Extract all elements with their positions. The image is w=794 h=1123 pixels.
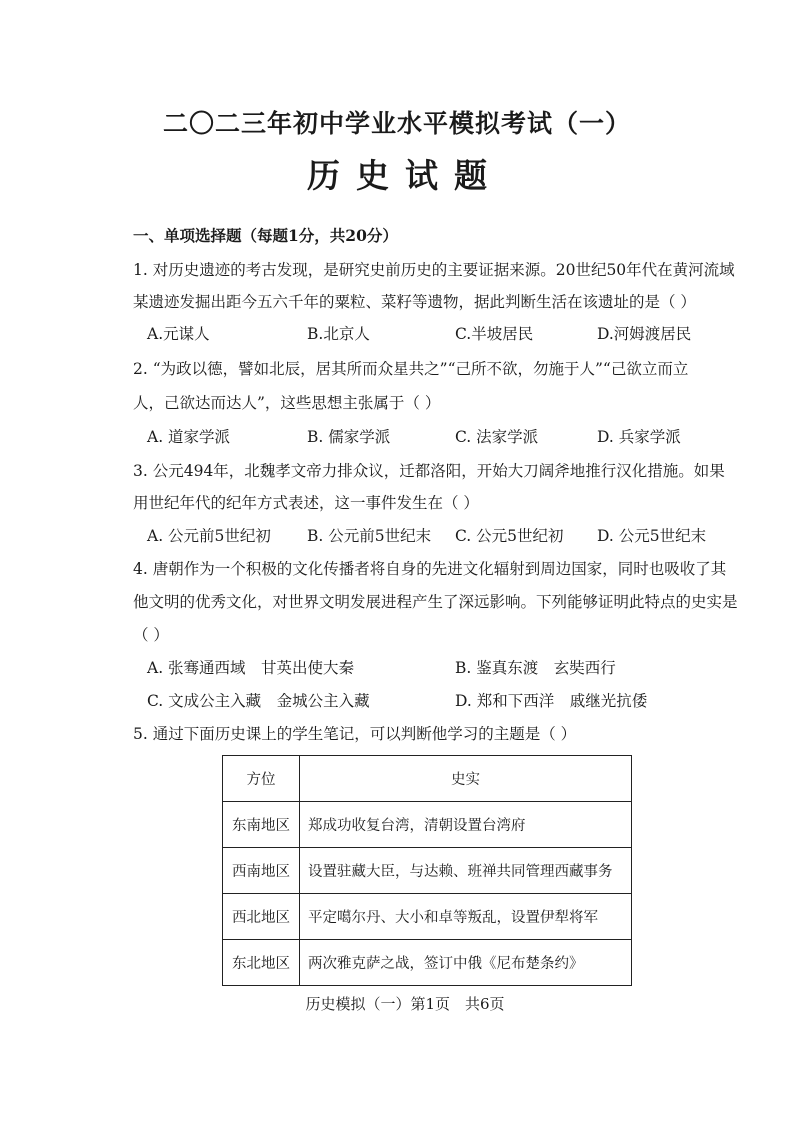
student-notes-table — [222, 755, 632, 986]
question-4-line-3: （ ） — [133, 626, 169, 644]
question-3-line-2: 用世纪年代的纪年方式表述，这一事件发生在（ ） — [133, 494, 479, 512]
table-row — [223, 848, 632, 894]
table-row — [223, 802, 632, 848]
table-row — [223, 940, 632, 986]
table-cell-fact: 两次雅克萨之战，签订中俄《尼布楚条约》 — [300, 940, 632, 986]
table-header-row — [223, 756, 632, 802]
question-1-line-1: 1. 对历史遗迹的考古发现，是研究史前历史的主要证据来源。20世纪50年代在黄河流域 — [133, 261, 735, 279]
table-row — [223, 894, 632, 940]
question-1-line-2: 某遗迹发掘出距今五六千年的粟粒、菜籽等遗物，据此判断生活在该遗址的是（ ） — [133, 293, 696, 311]
section-heading: 一、单项选择题（每题1分，共20分） — [133, 226, 398, 245]
question-4-option-b: B. 鉴真东渡 玄奘西行 — [455, 659, 616, 677]
question-4-option-c: C. 文成公主入藏 金城公主入藏 — [147, 692, 370, 710]
question-1-option-d: D.河姆渡居民 — [597, 325, 692, 343]
question-2-line-2: 人，己欲达而达人”，这些思想主张属于（ ） — [133, 394, 441, 412]
question-3-option-b: B. 公元前5世纪末 — [307, 527, 432, 545]
question-3-option-a: A. 公元前5世纪初 — [147, 527, 271, 545]
table-cell-region: 东南地区 — [223, 802, 300, 848]
question-1-option-a: A.元谋人 — [147, 325, 210, 343]
subject-title: 历史试题 — [307, 156, 503, 195]
question-3-option-d: D. 公元5世纪末 — [597, 527, 707, 545]
page-footer: 历史模拟（一）第1页 共6页 — [305, 995, 505, 1013]
question-1-option-c: C.半坡居民 — [455, 325, 534, 343]
question-5-line-1: 5. 通过下面历史课上的学生笔记，可以判断他学习的主题是（ ） — [133, 725, 577, 743]
question-4-line-1: 4. 唐朝作为一个积极的文化传播者将自身的先进文化辐射到周边国家，同时也吸收了其 — [133, 560, 727, 578]
question-2-option-d: D. 兵家学派 — [597, 428, 681, 446]
table-cell-fact: 设置驻藏大臣，与达赖、班禅共同管理西藏事务 — [300, 848, 632, 894]
question-4-option-d: D. 郑和下西洋 戚继光抗倭 — [455, 692, 648, 710]
table-cell-region: 东北地区 — [223, 940, 300, 986]
question-1-option-b: B.北京人 — [307, 325, 370, 343]
question-2-option-b: B. 儒家学派 — [307, 428, 391, 446]
table-cell-fact: 平定噶尔丹、大小和卓等叛乱，设置伊犁将军 — [300, 894, 632, 940]
question-4-line-2: 他文明的优秀文化，对世界文明发展进程产生了深远影响。下列能够证明此特点的史实是 — [133, 593, 738, 611]
question-2-option-a: A. 道家学派 — [147, 428, 231, 446]
table-cell-region: 西南地区 — [223, 848, 300, 894]
table-cell-region: 西北地区 — [223, 894, 300, 940]
question-2-line-1: 2. “为政以德，譬如北辰，居其所而众星共之”“己所不欲，勿施于人”“己欲立而立 — [133, 360, 689, 378]
table-header-direction: 方位 — [223, 756, 300, 802]
exam-title: 二〇二三年初中学业水平模拟考试（一） — [162, 109, 631, 138]
question-4-option-a: A. 张骞通西域 甘英出使大秦 — [147, 659, 355, 677]
table-cell-fact: 郑成功收复台湾，清朝设置台湾府 — [300, 802, 632, 848]
question-3-line-1: 3. 公元494年，北魏孝文帝力排众议，迁都洛阳，开始大刀阔斧地推行汉化措施。如果 — [133, 462, 725, 480]
table-header-facts: 史实 — [300, 756, 632, 802]
question-3-option-c: C. 公元5世纪初 — [455, 527, 564, 545]
question-2-option-c: C. 法家学派 — [455, 428, 539, 446]
